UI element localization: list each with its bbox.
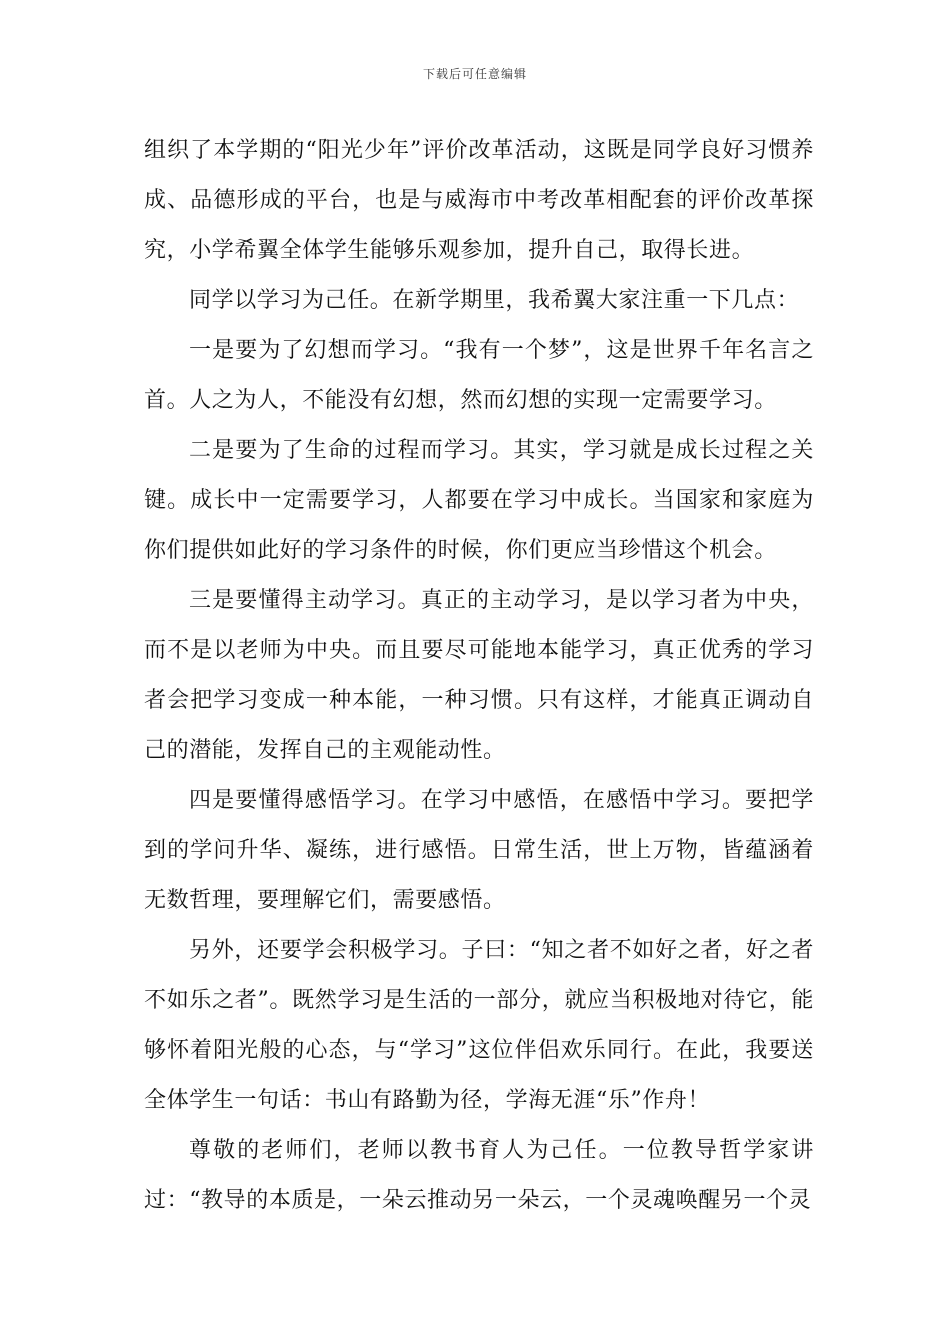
page-header: 下载后可任意编辑 [422, 67, 527, 81]
paragraph-8: 尊敬的老师们，老师以教书育人为己任。一位教导哲学家讲过：“教导的本质是，一朵云推动另一朵云，一个灵魂唤醒另一个灵 [144, 1138, 814, 1213]
paragraph-2: 同学以学习为己任。在新学期里，我希翼大家注重一下几点： [189, 288, 800, 313]
paragraph-3: 一是要为了幻想而学习。“我有一个梦”，这是世界千年名言之首。人之为人，不能没有幻想，然而幻想的实现一定需要学习。 [144, 338, 814, 413]
document-body [144, 126, 814, 1226]
paragraph-7: 另外，还要学会积极学习。子曰：“知之者不如好之者，好之者不如乐之者”。既然学习是生活的一部分，就应当积极地对待它，能够怀着阳光般的心态，与“学习”这位伴侣欢乐同行。在此，我要送全体学生一句话：书山有路勤为径，学海无涯“乐”作舟！ [144, 938, 814, 1113]
paragraph-4: 二是要为了生命的过程而学习。其实，学习就是成长过程之关键。成长中一定需要学习，人都要在学习中成长。当国家和家庭为你们提供如此好的学习条件的时候，你们更应当珍惜这个机会。 [144, 438, 814, 563]
paragraph-5: 三是要懂得主动学习。真正的主动学习，是以学习者为中央，而不是以老师为中央。而且要尽可能地本能学习，真正优秀的学习者会把学习变成一种本能，一种习惯。只有这样，才能真正调动自己的潜能，发挥自己的主观能动性。 [144, 588, 814, 763]
paragraph-6: 四是要懂得感悟学习。在学习中感悟，在感悟中学习。要把学到的学问升华、凝练，进行感悟。日常生活，世上万物，皆蕴涵着无数哲理，要理解它们，需要感悟。 [144, 788, 814, 913]
paragraph-1: 组织了本学期的“阳光少年”评价改革活动，这既是同学良好习惯养成、品德形成的平台，也是与威海市中考改革相配套的评价改革探究，小学希翼全体学生能够乐观参加，提升自己，取得长进。 [144, 138, 814, 263]
